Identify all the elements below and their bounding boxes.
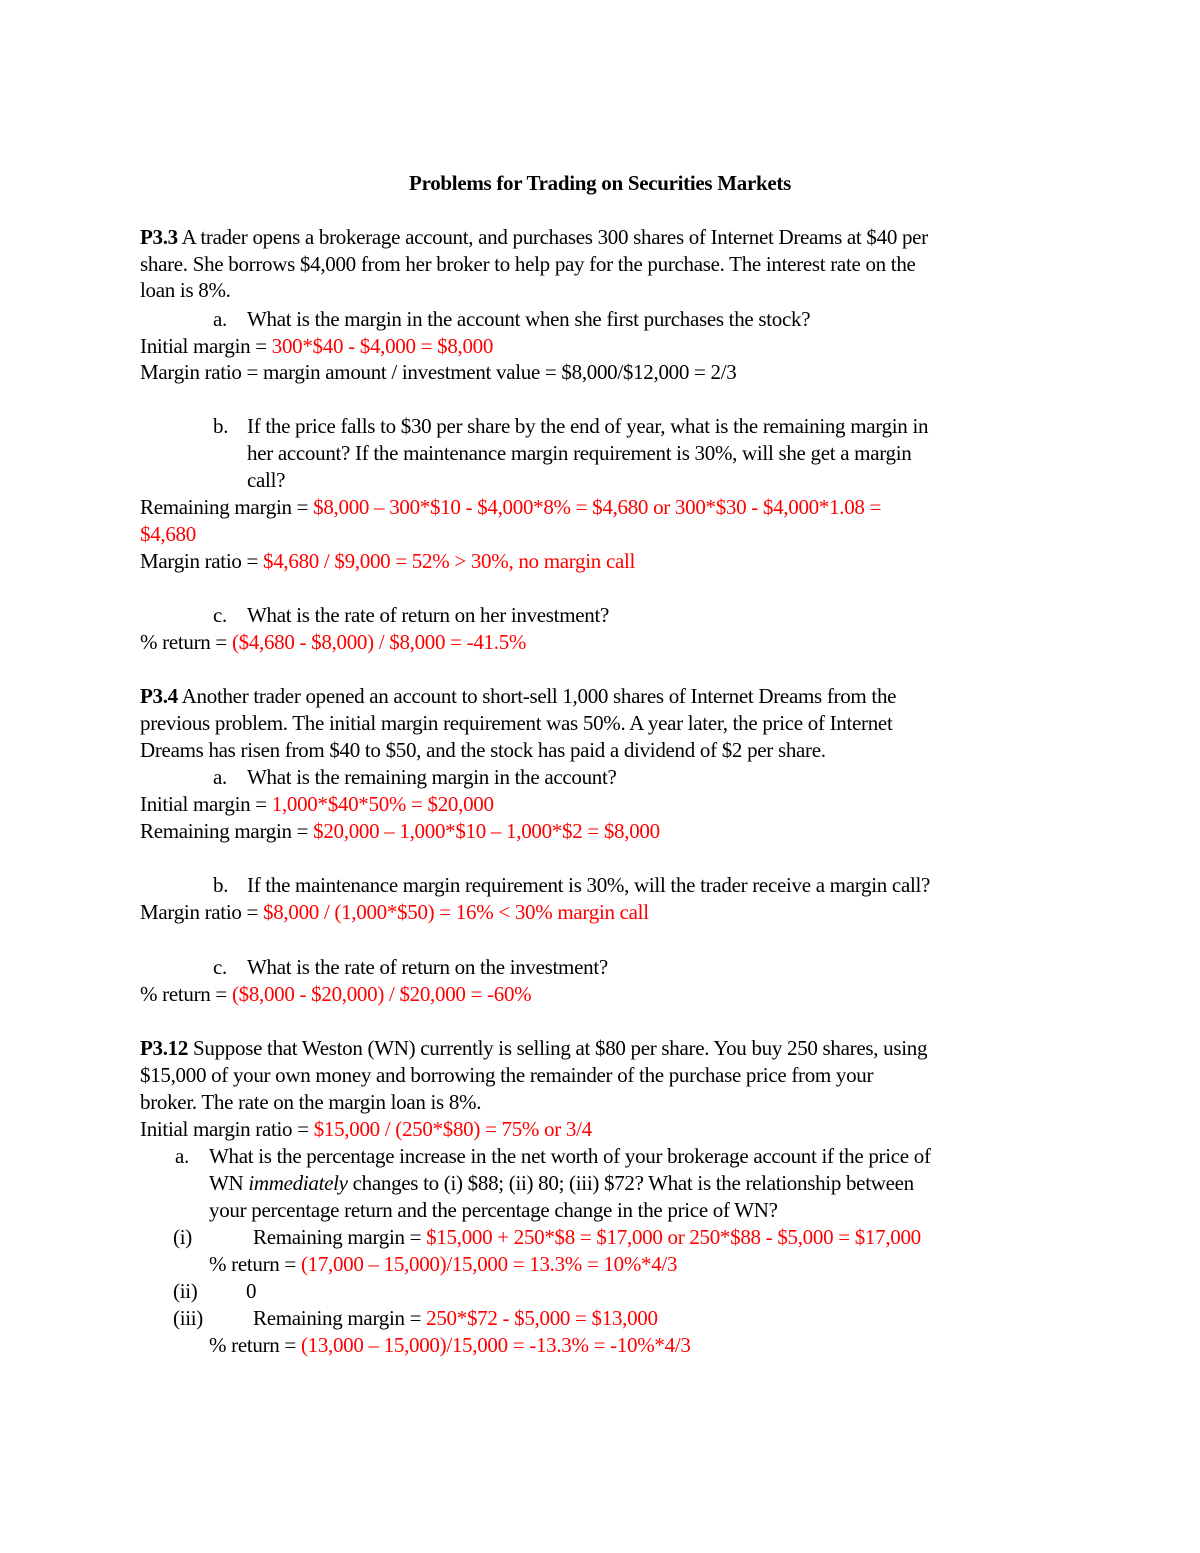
answer-label: 0: [246, 1279, 257, 1303]
answer-line: [140, 333, 493, 359]
subitem-line: [173, 1305, 658, 1331]
answer-label: Initial margin ratio =: [140, 1117, 314, 1141]
subitem-line: [173, 1278, 256, 1304]
answer-line: Margin ratio = margin amount / investment value = $8,000/$12,000 = 2/3: [140, 360, 737, 384]
subitem-marker: (ii): [173, 1279, 198, 1303]
answer-value: $8,000 – 300*$10 - $4,000*8% = $4,680 or 300*$30 - $4,000*1.08 =: [313, 495, 882, 519]
question-line: [213, 413, 928, 439]
answer-value: $8,000 / (1,000*$50) = 16% < 30% margin call: [263, 900, 649, 924]
problem-statement-line: [140, 1035, 927, 1061]
problem-statement-line: [140, 224, 928, 250]
answer-line: [140, 818, 660, 844]
problem-statement-line: broker. The rate on the margin loan is 8%.: [140, 1090, 482, 1114]
answer-label: Margin ratio =: [140, 549, 264, 573]
question-text: If the price falls to $30 per share by the end of year, what is the remaining margin in: [247, 414, 929, 438]
question-line: call?: [247, 468, 286, 492]
question-text: What is the margin in the account when she first purchases the stock?: [247, 307, 811, 331]
part-marker: c.: [213, 603, 227, 627]
answer-label: % return =: [140, 982, 232, 1006]
problem-statement-line: loan is 8%.: [140, 278, 231, 302]
subitem-marker: (i): [173, 1225, 192, 1249]
question-line: [209, 1170, 914, 1196]
answer-value: ($4,680 - $8,000) / $8,000 = -41.5%: [231, 630, 527, 654]
answer-value: ($8,000 - $20,000) / $20,000 = -60%: [231, 982, 532, 1006]
subitem-marker: (iii): [173, 1306, 203, 1330]
question-text: What is the rate of return on the investment?: [247, 955, 608, 979]
question-text: changes to (i) $88; (ii) 80; (iii) $72? What is the relationship between: [347, 1171, 914, 1195]
answer-line: [140, 791, 494, 817]
answer-line: [140, 1116, 592, 1142]
statement-text: Another trader opened an account to short-sell 1,000 shares of Internet Dreams from the: [177, 684, 897, 708]
emphasis-text: immediately: [248, 1171, 348, 1195]
part-marker: b.: [213, 873, 229, 897]
problem-id: P3.3: [140, 225, 178, 249]
statement-text: A trader opens a brokerage account, and purchases 300 shares of Internet Dreams at $40 per: [177, 225, 928, 249]
answer-label: % return =: [209, 1252, 301, 1276]
question-line: [175, 1143, 931, 1169]
answer-label: Remaining margin =: [140, 819, 314, 843]
answer-value: (17,000 – 15,000)/15,000 = 13.3% = 10%*4/3: [300, 1252, 678, 1276]
answer-label: Margin ratio =: [140, 900, 264, 924]
question-text: What is the rate of return on her investment?: [247, 603, 610, 627]
answer-value: $15,000 / (250*$80) = 75% or 3/4: [313, 1117, 592, 1141]
part-marker: c.: [213, 955, 227, 979]
return-line: [209, 1332, 691, 1358]
question-text: What is the percentage increase in the net worth of your brokerage account if the price of: [209, 1144, 931, 1168]
question-line: your percentage return and the percentage change in the price of WN?: [209, 1198, 778, 1222]
problem-statement-line: $15,000 of your own money and borrowing the remainder of the purchase price from your: [140, 1063, 874, 1087]
answer-value: $15,000 + 250*$8 = $17,000 or 250*$88 - $5,000 = $17,000: [426, 1225, 921, 1249]
subitem-line: [173, 1224, 921, 1250]
question-line: [213, 764, 617, 790]
answer-label: Initial margin =: [140, 334, 272, 358]
answer-value: 1,000*$40*50% = $20,000: [271, 792, 494, 816]
answer-line: [140, 494, 881, 520]
statement-text: Suppose that Weston (WN) currently is selling at $80 per share. You buy 250 shares, using: [188, 1036, 928, 1060]
answer-value: (13,000 – 15,000)/15,000 = -13.3% = -10%*4/3: [300, 1333, 691, 1357]
problem-statement-line: [140, 683, 896, 709]
answer-value: 250*$72 - $5,000 = $13,000: [426, 1306, 658, 1330]
part-marker: a.: [175, 1144, 189, 1168]
question-line: [213, 306, 810, 332]
answer-value: $20,000 – 1,000*$10 – 1,000*$2 = $8,000: [313, 819, 660, 843]
return-line: [209, 1251, 677, 1277]
answer-label: Initial margin =: [140, 792, 272, 816]
answer-label: Remaining margin =: [253, 1225, 427, 1249]
part-marker: b.: [213, 414, 229, 438]
answer-label: Remaining margin =: [253, 1306, 427, 1330]
answer-label: % return =: [209, 1333, 301, 1357]
question-text: If the maintenance margin requirement is 30%, will the trader receive a margin call?: [247, 873, 931, 897]
problem-id: P3.12: [140, 1036, 189, 1060]
answer-line: [140, 899, 649, 925]
answer-label: Remaining margin =: [140, 495, 314, 519]
answer-line: [140, 629, 526, 655]
document-title: Problems for Trading on Securities Markets: [409, 171, 791, 195]
problem-statement-line: Dreams has risen from $40 to $50, and the stock has paid a dividend of $2 per share.: [140, 738, 826, 762]
question-text: What is the remaining margin in the account?: [247, 765, 617, 789]
problem-id: P3.4: [140, 684, 178, 708]
question-line: [213, 954, 608, 980]
answer-continuation: $4,680: [140, 522, 196, 546]
answer-value: 300*$40 - $4,000 = $8,000: [271, 334, 494, 358]
answer-line: [140, 548, 635, 574]
problem-statement-line: previous problem. The initial margin requirement was 50%. A year later, the price of Internet: [140, 711, 893, 735]
question-text: WN: [209, 1171, 249, 1195]
part-marker: a.: [213, 307, 227, 331]
answer-value: $4,680 / $9,000 = 52% > 30%, no margin call: [263, 549, 636, 573]
answer-label: % return =: [140, 630, 232, 654]
question-line: [213, 872, 930, 898]
question-line: her account? If the maintenance margin requirement is 30%, will she get a margin: [247, 441, 912, 465]
part-marker: a.: [213, 765, 227, 789]
question-line: [213, 602, 609, 628]
answer-line: [140, 981, 531, 1007]
problem-statement-line: share. She borrows $4,000 from her broker to help pay for the purchase. The interest rate on the: [140, 252, 916, 276]
